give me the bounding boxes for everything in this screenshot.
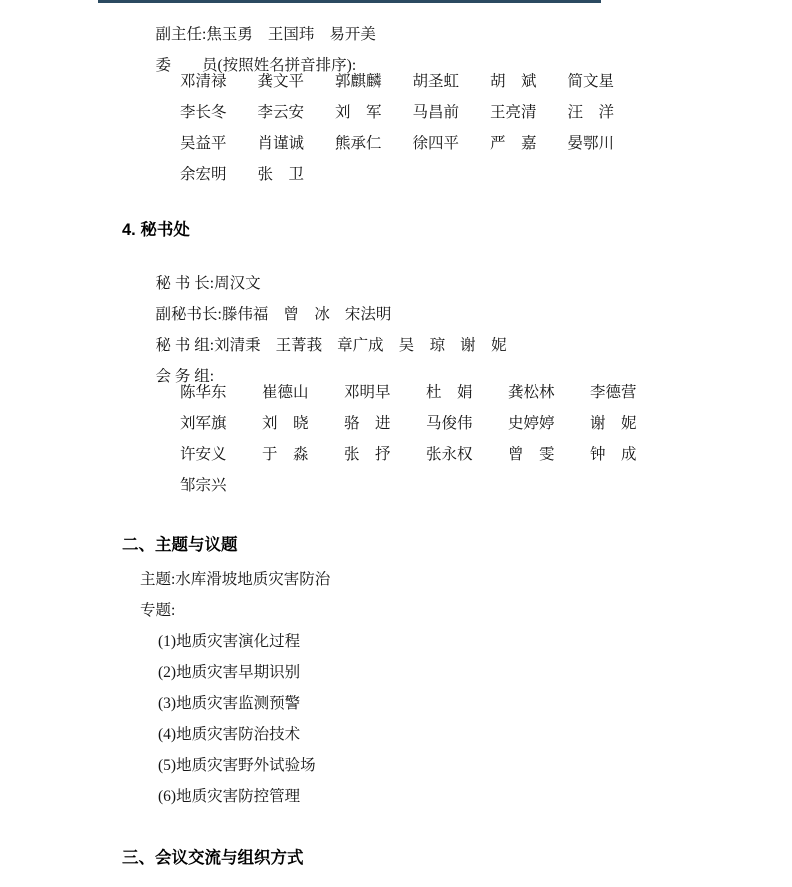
person-name: 汪 洋 — [567, 104, 615, 121]
subtopic-item: (1)地质灾害演化过程 — [158, 633, 301, 650]
person-name: 肖谨诚 — [257, 135, 305, 152]
person-name: 徐四平 — [412, 135, 460, 152]
person-name: 马昌前 — [412, 104, 460, 121]
person-name: 刘军旗 — [180, 415, 227, 432]
person-name: 龚文平 — [257, 73, 305, 90]
affairs-row — [180, 446, 672, 463]
top-rule-divider — [98, 0, 601, 3]
subtopic-item: (5)地质灾害野外试验场 — [158, 757, 316, 774]
person-name: 郭麒麟 — [335, 73, 382, 90]
person-name: 胡圣虹 — [412, 73, 460, 90]
committee-row — [180, 104, 645, 121]
secretary-group-label: 秘 书 组: — [155, 337, 215, 354]
person-name: 马俊伟 — [426, 415, 473, 432]
person-name: 史婷婷 — [508, 415, 555, 432]
person-name: 滕伟福 — [221, 306, 269, 323]
person-name: 刘清秉 — [214, 337, 261, 354]
person-name: 曾 雯 — [508, 446, 555, 463]
person-name: 刘 晓 — [262, 415, 309, 432]
committee-row — [180, 135, 645, 152]
committee-row — [180, 166, 335, 183]
person-name: 吴 琼 — [398, 337, 446, 354]
deputy-secretary-general-label: 副秘书长: — [155, 306, 222, 323]
person-name: 邹宗兴 — [180, 477, 227, 494]
person-name: 余宏明 — [180, 166, 227, 183]
person-name: 张 卫 — [257, 166, 305, 183]
person-name: 宋法明 — [344, 306, 392, 323]
person-name: 龚松林 — [508, 384, 555, 401]
person-name: 邓清禄 — [180, 73, 227, 90]
person-name: 简文星 — [567, 73, 615, 90]
person-name: 刘 军 — [335, 104, 382, 121]
person-name: 张永权 — [426, 446, 473, 463]
person-name: 周汉文 — [214, 275, 261, 292]
person-name: 李德营 — [590, 384, 637, 401]
person-name: 王菁莪 — [275, 337, 323, 354]
deputy-director-label: 副主任: — [155, 26, 207, 43]
secretariat-heading: 4. 秘书处 — [122, 221, 190, 239]
exchange-organization-heading: 三、会议交流与组织方式 — [122, 849, 304, 867]
person-name: 于 淼 — [262, 446, 309, 463]
person-name: 吴益平 — [180, 135, 227, 152]
person-name: 王亮清 — [490, 104, 537, 121]
subtopics-label: 专题: — [140, 602, 176, 619]
person-name: 晏鄂川 — [567, 135, 615, 152]
person-name: 钟 成 — [590, 446, 637, 463]
person-name: 曾 冰 — [283, 306, 330, 323]
person-name: 王国玮 — [267, 26, 315, 43]
person-name: 陈华东 — [180, 384, 227, 401]
subtopic-item: (2)地质灾害早期识别 — [158, 664, 301, 681]
person-name: 张 抒 — [344, 446, 391, 463]
topics-heading: 二、主题与议题 — [122, 536, 238, 554]
person-name: 李云安 — [257, 104, 305, 121]
person-name: 邓明早 — [344, 384, 391, 401]
affairs-row — [180, 477, 262, 494]
committee-members-label: 委 员(按照姓名拼音排序): — [155, 57, 357, 74]
person-name: 许安义 — [180, 446, 227, 463]
person-name: 杜 娟 — [426, 384, 473, 401]
person-name: 焦玉勇 — [206, 26, 253, 43]
person-name: 崔德山 — [262, 384, 309, 401]
person-name: 章广成 — [337, 337, 384, 354]
secretary-general-label: 秘 书 长: — [155, 275, 215, 292]
committee-row — [180, 73, 645, 90]
person-name: 易开美 — [329, 26, 376, 43]
affairs-row — [180, 415, 672, 432]
affairs-row — [180, 384, 672, 401]
affairs-group-label: 会 务 组: — [155, 368, 215, 385]
person-name: 谢 妮 — [590, 415, 637, 432]
person-name: 谢 妮 — [460, 337, 507, 354]
person-name: 骆 进 — [344, 415, 391, 432]
subtopic-item: (4)地质灾害防治技术 — [158, 726, 301, 743]
subtopic-item: (6)地质灾害防控管理 — [158, 788, 301, 805]
theme-line: 主题:水库滑坡地质灾害防治 — [140, 571, 331, 588]
person-name: 熊承仁 — [335, 135, 382, 152]
subtopic-item: (3)地质灾害监测预警 — [158, 695, 301, 712]
person-name: 胡 斌 — [490, 73, 537, 90]
person-name: 严 嘉 — [490, 135, 537, 152]
person-name: 李长冬 — [180, 104, 227, 121]
